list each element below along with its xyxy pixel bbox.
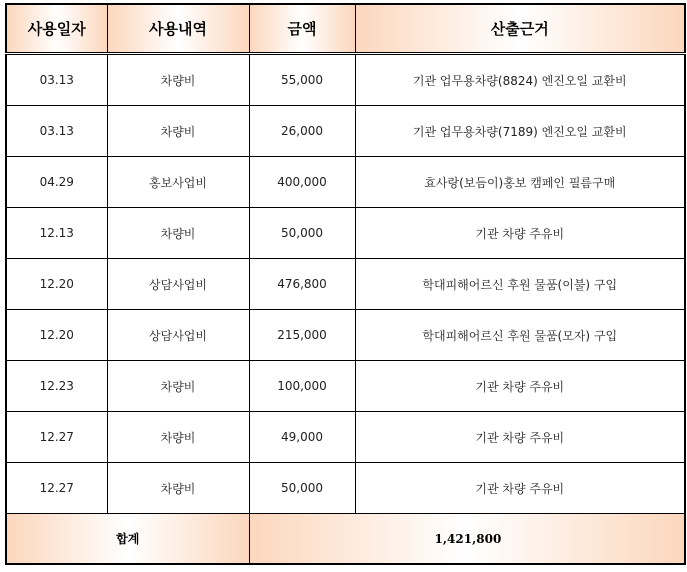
header-amount: 금액 [249,4,355,54]
cell-amount: 50,000 [249,463,355,514]
cell-basis: 학대피해어르신 후원 물품(이불) 구입 [355,259,685,310]
cell-date: 03.13 [6,106,107,157]
header-date: 사용일자 [6,4,107,54]
table-row [6,54,685,106]
table-row [6,208,685,259]
expense-table [5,3,686,565]
cell-basis: 학대피해어르신 후원 물품(모자) 구입 [355,310,685,361]
total-row [6,514,685,565]
cell-item: 차량비 [107,463,249,514]
table-row [6,361,685,412]
cell-basis: 기관 업무용차량(7189) 엔진오일 교환비 [355,106,685,157]
table-row [6,106,685,157]
table-row [6,310,685,361]
cell-date: 12.20 [6,259,107,310]
cell-date: 04.29 [6,157,107,208]
cell-amount: 215,000 [249,310,355,361]
cell-item: 차량비 [107,361,249,412]
cell-item: 상담사업비 [107,259,249,310]
cell-item: 차량비 [107,54,249,106]
cell-date: 03.13 [6,54,107,106]
cell-amount: 55,000 [249,54,355,106]
cell-item: 상담사업비 [107,310,249,361]
table-row [6,412,685,463]
header-item: 사용내역 [107,4,249,54]
header-basis: 산출근거 [355,4,685,54]
cell-basis: 기관 차량 주유비 [355,208,685,259]
cell-amount: 476,800 [249,259,355,310]
table-header [6,4,685,54]
cell-amount: 26,000 [249,106,355,157]
cell-amount: 100,000 [249,361,355,412]
total-amount: 1,421,800 [249,514,685,565]
total-label: 합계 [6,514,249,565]
table-footer [6,514,685,565]
cell-item: 차량비 [107,208,249,259]
cell-amount: 50,000 [249,208,355,259]
cell-amount: 49,000 [249,412,355,463]
cell-item: 차량비 [107,412,249,463]
table-row [6,259,685,310]
table-body [6,54,685,514]
cell-date: 12.27 [6,412,107,463]
header-row [6,4,685,54]
cell-basis: 기관 업무용차량(8824) 엔진오일 교환비 [355,54,685,106]
table-row [6,463,685,514]
cell-date: 12.20 [6,310,107,361]
cell-basis: 기관 차량 주유비 [355,412,685,463]
cell-item: 홍보사업비 [107,157,249,208]
cell-item: 차량비 [107,106,249,157]
table-row [6,157,685,208]
cell-date: 12.23 [6,361,107,412]
cell-basis: 기관 차량 주유비 [355,463,685,514]
cell-basis: 기관 차량 주유비 [355,361,685,412]
cell-basis: 효사랑(보듬이)홍보 캠페인 필름구매 [355,157,685,208]
cell-amount: 400,000 [249,157,355,208]
cell-date: 12.27 [6,463,107,514]
cell-date: 12.13 [6,208,107,259]
